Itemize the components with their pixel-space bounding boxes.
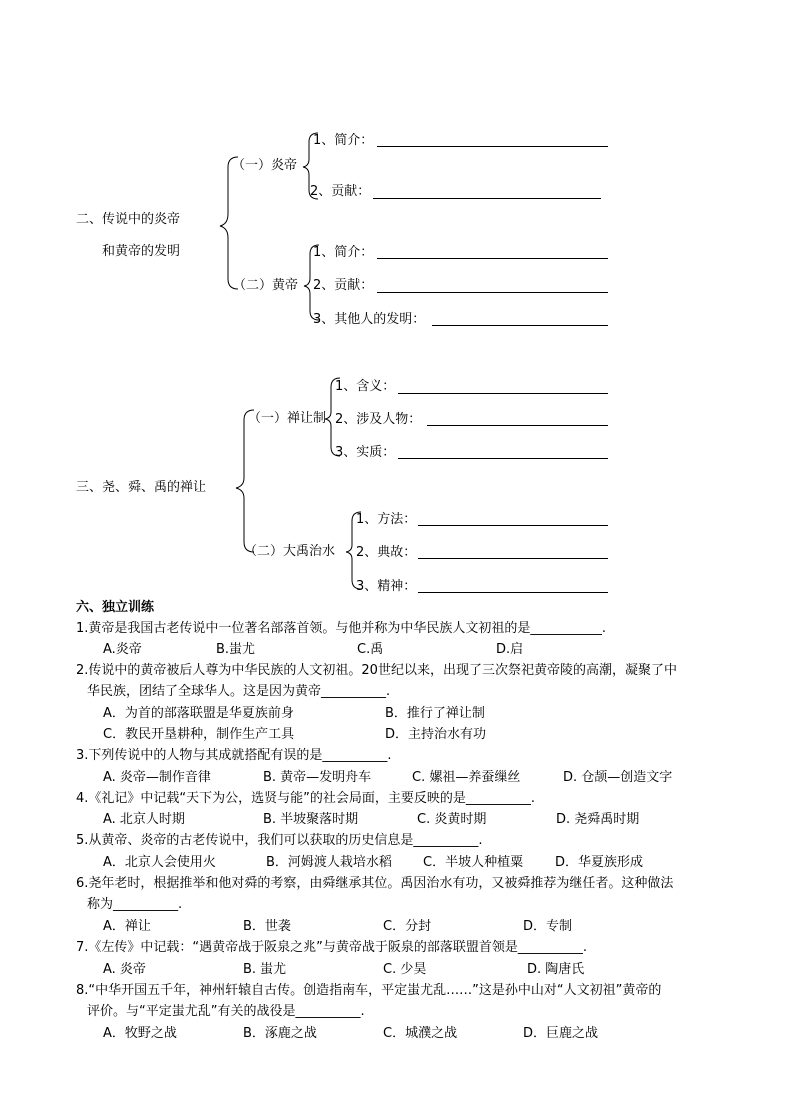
yandi-label: （一）炎帝 [232, 158, 298, 173]
q2-option-d[interactable]: D．主持治水有功 [385, 727, 487, 742]
huangdi-intro-label: 1、简介： [313, 245, 374, 260]
q8-option-c[interactable]: C．城濮之战 [383, 1026, 458, 1041]
section6-title: 六、独立训练 [76, 600, 155, 615]
dayu-method-blank[interactable] [418, 525, 608, 526]
q1-option-d[interactable]: D.启 [496, 642, 524, 657]
huangdi-contrib-label: 2、贡献： [313, 278, 374, 293]
dayu-spirit-blank[interactable] [418, 592, 608, 593]
section2-title: 二、传说中的炎帝 [76, 212, 181, 227]
q3-option-b[interactable]: B. 黄帝—发明舟车 [263, 770, 372, 785]
q7-option-a[interactable]: A. 炎帝 [103, 962, 146, 977]
q2-option-c[interactable]: C．教民开垦耕种，制作生产工具 [103, 727, 295, 742]
q1-option-c[interactable]: C.禹 [357, 642, 384, 657]
question-2-stem-cont: 华民族，团结了全球华人。这是因为黄帝__________. [87, 684, 391, 699]
question-1-stem: 1.黄帝是我国古老传说中一位著名部落首领。与他并称为中华民族人文初祖的是___________. [76, 621, 607, 636]
question-8-stem-cont: 评价。与“平定蚩尤乱”有关的战役是__________. [87, 1004, 365, 1019]
q6-option-c[interactable]: C．分封 [383, 919, 432, 934]
huangdi-contrib-blank[interactable] [377, 292, 608, 293]
shanrang-people-blank[interactable] [427, 425, 608, 426]
shanrang-essence-label: 3、实质： [335, 445, 396, 460]
question-2-stem: 2.传说中的黄帝被后人尊为中华民族的人文初祖。20世纪以来，出现了三次祭祀黄帝陵的高潮，凝聚了中 [76, 663, 677, 678]
q4-option-c[interactable]: C. 炎黄时期 [417, 812, 487, 827]
shanrang-meaning-label: 1、含义： [335, 379, 396, 394]
yandi-contrib-blank[interactable] [373, 198, 601, 199]
question-6-stem: 6.尧年老时，根据推举和他对舜的考察，由舜继承其位。禹因治水有功，又被舜推荐为继任者。这种做法 [76, 876, 674, 891]
q6-option-a[interactable]: A．禅让 [103, 919, 151, 934]
huangdi-label: （二）黄帝 [233, 278, 299, 293]
q6-option-d[interactable]: D．专制 [523, 919, 573, 934]
q3-option-d[interactable]: D. 仓颉—创造文字 [563, 770, 673, 785]
dayu-method-label: 1、方法： [356, 512, 417, 527]
q3-option-c[interactable]: C. 嫘祖—养蚕缫丝 [412, 770, 521, 785]
q3-option-a[interactable]: A. 炎帝—制作音律 [103, 770, 211, 785]
q4-option-a[interactable]: A. 北京人时期 [103, 812, 185, 827]
yandi-contrib-label: 2、贡献： [310, 184, 371, 199]
shanrang-label: （一）禅让制 [248, 411, 327, 426]
yandi-intro-label: 1、简介： [313, 133, 374, 148]
q1-option-a[interactable]: A.炎帝 [103, 642, 142, 657]
huangdi-others-label: 3、其他人的发明： [313, 312, 426, 327]
q8-option-b[interactable]: B．涿鹿之战 [243, 1026, 317, 1041]
q2-option-a[interactable]: A．为首的部落联盟是华夏族前身 [103, 706, 294, 721]
section2-title-cont: 和黄帝的发明 [102, 244, 181, 259]
shanrang-people-label: 2、涉及人物： [335, 412, 422, 427]
dayu-story-blank[interactable] [418, 558, 608, 559]
q1-option-b[interactable]: B.蚩尤 [216, 642, 256, 657]
question-8-stem: 8.“中华开国五千年，神州轩辕自古传。创造指南车，平定蚩尤乱……”这是孙中山对“人文初祖”黄帝的 [76, 983, 662, 998]
question-7-stem: 7.《左传》中记载：“遇黄帝战于阪泉之兆”与黄帝战于阪泉的部落联盟首领是__________. [76, 940, 588, 955]
q7-option-c[interactable]: C. 少昊 [383, 962, 427, 977]
section3-title: 三、尧、舜、禹的禅让 [76, 480, 207, 495]
shanrang-meaning-blank[interactable] [398, 393, 608, 394]
question-6-stem-cont: 称为__________. [87, 897, 183, 912]
q4-option-d[interactable]: D. 尧舜禹时期 [556, 812, 640, 827]
huangdi-intro-blank[interactable] [377, 258, 608, 259]
question-4-stem: 4.《礼记》中记载“天下为公，选贤与能”的社会局面，主要反映的是__________. [76, 791, 536, 806]
huangdi-others-blank[interactable] [432, 325, 608, 326]
q7-option-b[interactable]: B. 蚩尤 [243, 962, 287, 977]
q8-option-a[interactable]: A．牧野之战 [103, 1026, 177, 1041]
q8-option-d[interactable]: D．巨鹿之战 [523, 1026, 599, 1041]
q4-option-b[interactable]: B. 半坡聚落时期 [263, 812, 359, 827]
q5-option-b[interactable]: B．河姆渡人栽培水稻 [266, 855, 392, 870]
q5-option-a[interactable]: A．北京人会使用火 [103, 855, 216, 870]
dayu-spirit-label: 3、精神： [356, 579, 417, 594]
question-5-stem: 5.从黄帝、炎帝的古老传说中，我们可以获取的历史信息是__________. [76, 833, 483, 848]
q5-option-c[interactable]: C．半坡人种植粟 [423, 855, 524, 870]
dayu-story-label: 2、典故： [356, 545, 417, 560]
question-3-stem: 3.下列传说中的人物与其成就搭配有误的是__________. [76, 748, 392, 763]
yandi-intro-blank[interactable] [377, 146, 608, 147]
q2-option-b[interactable]: B．推行了禅让制 [385, 706, 485, 721]
shanrang-essence-blank[interactable] [398, 458, 608, 459]
q7-option-d[interactable]: D. 陶唐氏 [527, 962, 585, 977]
q6-option-b[interactable]: B．世袭 [243, 919, 291, 934]
q5-option-d[interactable]: D．华夏族形成 [555, 855, 644, 870]
dayu-label: （二）大禹治水 [244, 544, 336, 559]
